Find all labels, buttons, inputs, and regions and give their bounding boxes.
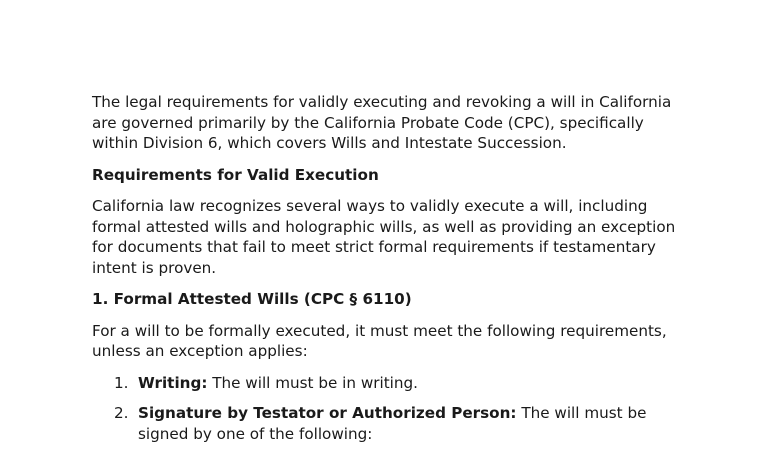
list-item-number: 2. bbox=[114, 404, 129, 422]
subsection-heading: 1. Formal Attested Wills (CPC § 6110) bbox=[92, 290, 412, 308]
list-item bbox=[92, 403, 692, 444]
intro-paragraph: The legal requirements for validly executing and revoking a will in California are governed primarily by the California Probate Code (CPC), specifically within Division 6, which covers Wills and Intestate Succession. bbox=[92, 93, 672, 152]
section-paragraph: California law recognizes several ways to validly execute a will, including formal attested wills and holographic wills, as well as providing an exception for documents that fail to meet strict formal requirements if testamentary intent is proven. bbox=[92, 197, 676, 277]
subsection-paragraph: For a will to be formally executed, it must meet the following requirements, unless an exception applies: bbox=[92, 321, 667, 360]
section-heading: Requirements for Valid Execution bbox=[92, 165, 379, 184]
list-item-text: The will must be signed by one of the following: bbox=[138, 404, 647, 443]
list-item-term: Writing: bbox=[138, 373, 208, 392]
list-item-number: 1. bbox=[114, 373, 129, 392]
list-item-text: The will must be in writing. bbox=[207, 373, 418, 392]
requirements-list bbox=[92, 373, 692, 445]
list-item bbox=[92, 373, 692, 394]
document-body bbox=[92, 92, 692, 454]
list-item-term: Signature by Testator or Authorized Person: bbox=[138, 404, 517, 422]
